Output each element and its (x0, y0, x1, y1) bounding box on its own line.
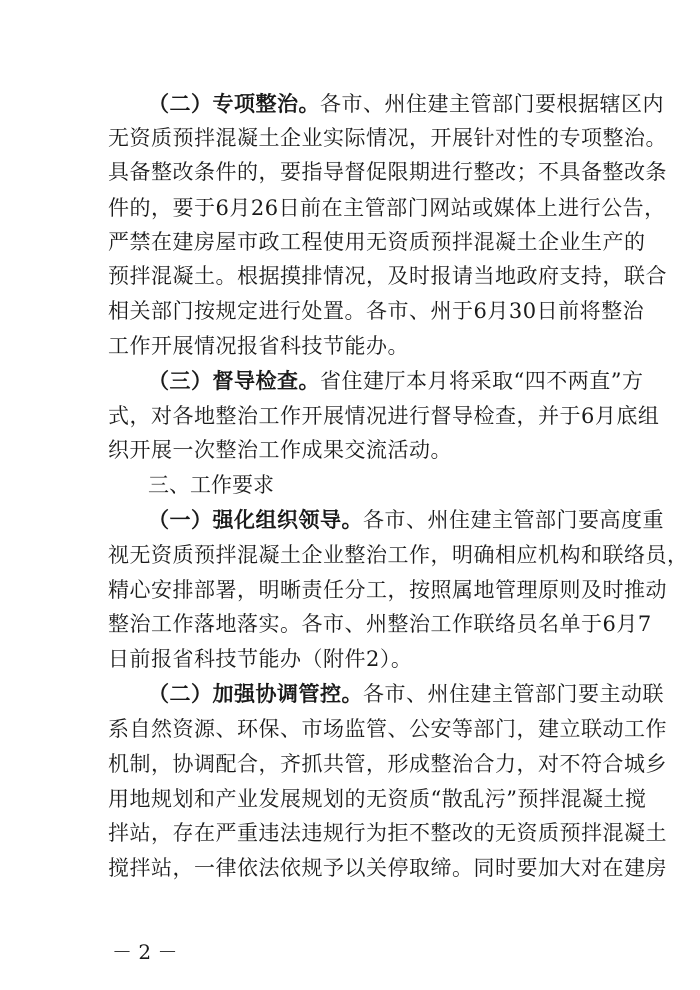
paragraph-line: 拌站，存在严重违法违规行为拒不整改的无资质预拌混凝土 (108, 821, 667, 845)
paragraph-line: 严禁在建房屋市政工程使用无资质预拌混凝土企业生产的 (108, 230, 646, 254)
paragraph-line: 机制，协调配合，齐抓共管，形成整治合力，对不符合城乡 (108, 752, 667, 776)
paragraph-line: 无资质预拌混凝土企业实际情况，开展针对性的专项整治。 (108, 126, 667, 150)
paragraph-line: 预拌混凝土。根据摸排情况，及时报请当地政府支持，联合 (108, 264, 667, 288)
paragraph-line (148, 505, 664, 535)
paragraph-line: 精心安排部署，明晰责任分工，按照属地管理原则及时推动 (108, 578, 667, 602)
paragraph-line (148, 89, 664, 119)
paragraph-line: 工作开展情况报省科技节能办。 (108, 334, 409, 358)
paragraph-line: 日前报省科技节能办（附件2）。 (108, 647, 413, 671)
paragraph-line: 搅拌站，一律依法依规予以关停取缔。同时要加大对在建房 (108, 856, 667, 880)
paragraph-line (148, 366, 644, 396)
subsection-title: （三）督导检查。 (148, 368, 320, 393)
paragraph-line: 系自然资源、环保、市场监管、公安等部门，建立联动工作 (108, 717, 667, 741)
page-number: － 2 － (112, 940, 178, 964)
subsection-title: （二）加强协调管控。 (148, 681, 363, 706)
subsection-title: （二）专项整治。 (148, 91, 320, 116)
paragraph-line: 相关部门按规定进行处置。各市、州于6月30日前将整治 (108, 299, 645, 323)
paragraph-line: 用地规划和产业发展规划的无资质“散乱污”预拌混凝土搅 (108, 787, 647, 811)
paragraph-line: 视无资质预拌混凝土企业整治工作，明确相应机构和联络员， (108, 543, 689, 567)
paragraph-line: 织开展一次整治工作成果交流活动。 (108, 438, 452, 462)
paragraph-text: 各市、州住建主管部门要主动联 (363, 682, 664, 706)
paragraph-line: 整治工作落地落实。各市、州整治工作联络员名单于6月7 (108, 612, 652, 636)
paragraph-text: 各市、州住建主管部门要根据辖区内 (320, 92, 664, 116)
paragraph-line: 件的，要于6月26日前在主管部门网站或媒体上进行公告， (108, 196, 666, 220)
paragraph-line: 具备整改条件的，要指导督促限期进行整改；不具备整改条 (108, 160, 667, 184)
paragraph-text: 省住建厅本月将采取“四不两直”方 (320, 369, 644, 393)
subsection-title: （一）强化组织领导。 (148, 507, 363, 532)
section-heading: 三、工作要求 (148, 473, 274, 497)
paragraph-line (148, 679, 664, 709)
paragraph-text: 各市、州住建主管部门要高度重 (363, 508, 664, 532)
paragraph-line: 式，对各地整治工作开展情况进行督导检查，并于6月底组 (108, 404, 660, 428)
